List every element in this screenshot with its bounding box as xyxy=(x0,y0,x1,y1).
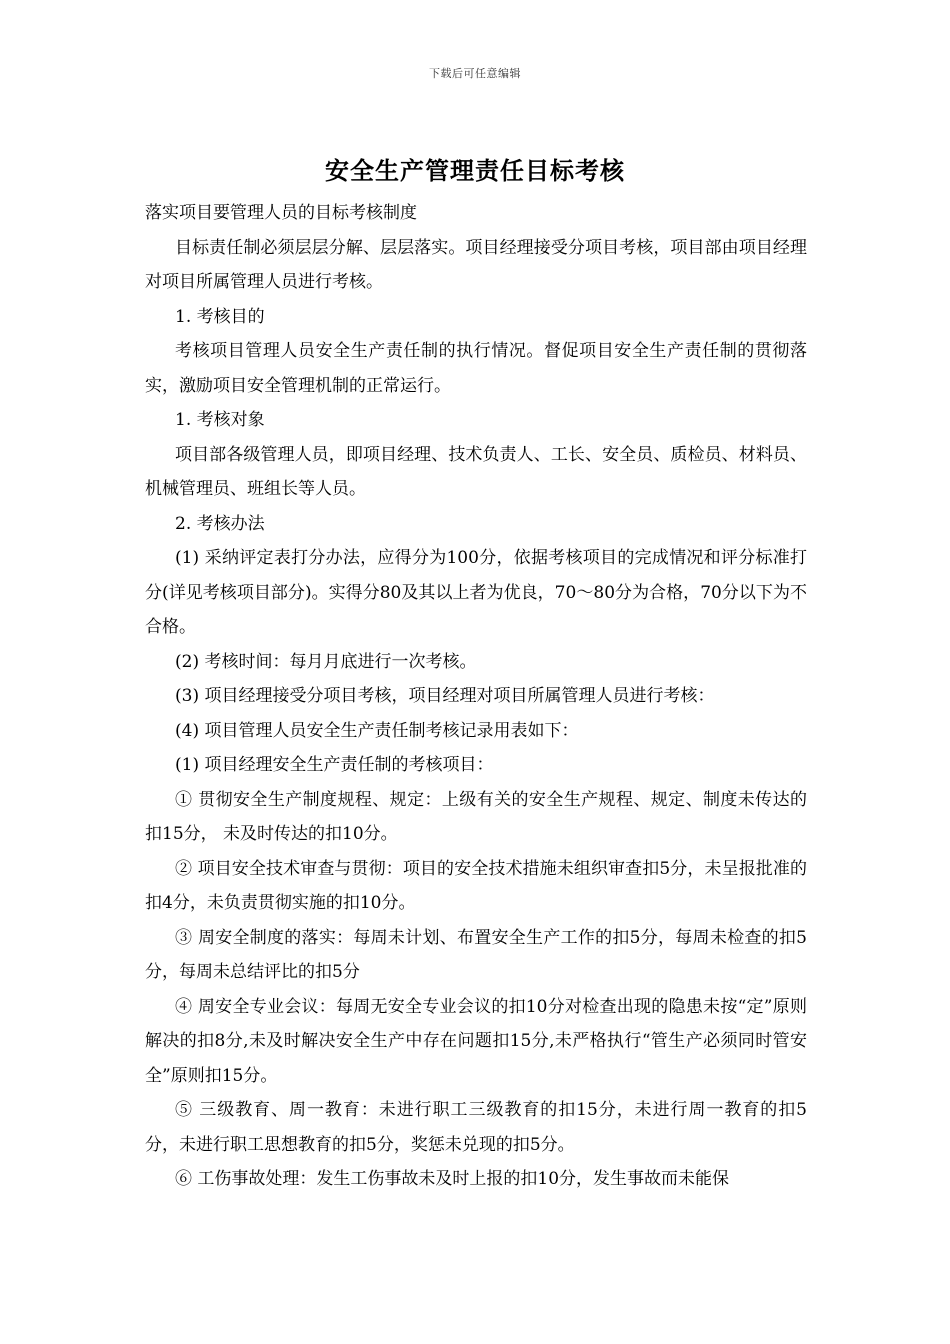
section-heading: 1. 考核目的 xyxy=(175,306,265,327)
paragraph: 目标责任制必须层层分解、层层落实。项目经理接受分项目考核，项目部由项目经理对项目所属管理人员进行考核。 xyxy=(145,237,807,292)
list-item: ① 贯彻安全生产制度规程、规定：上级有关的安全生产规程、规定、制度未传达的扣15分， 未及时传达的扣10分。 xyxy=(145,789,807,844)
list-item: (3) 项目经理接受分项目考核，项目经理对项目所属管理人员进行考核： xyxy=(175,686,715,706)
list-item: ② 项目安全技术审查与贯彻：项目的安全技术措施未组织审查扣5分，未呈报批准的扣4分，未负责贯彻实施的扣10分。 xyxy=(145,858,807,913)
list-item: ⑥ 工伤事故处理：发生工伤事故未及时上报的扣10分，发生事故而未能保 xyxy=(175,1169,730,1189)
subtitle-line: 落实项目要管理人员的目标考核制度 xyxy=(145,203,417,223)
paragraph: 考核项目管理人员安全生产责任制的执行情况。督促项目安全生产责任制的贯彻落实，激励项目安全管理机制的正常运行。 xyxy=(145,341,807,396)
document-body xyxy=(145,196,807,1197)
list-item: ④ 周安全专业会议：每周无安全专业会议的扣10分对检查出现的隐患未按“定”原则解决的扣8分,未及时解决安全生产中存在问题扣15分,未严格执行“管生产必须同时管安全”原则扣15分。 xyxy=(145,996,807,1086)
list-item: ⑤ 三级教育、周一教育：未进行职工三级教育的扣15分，未进行周一教育的扣5分，未进行职工思想教育的扣5分，奖惩未兑现的扣5分。 xyxy=(145,1100,807,1155)
list-item: (4) 项目管理人员安全生产责任制考核记录用表如下： xyxy=(175,720,579,741)
document-title: 安全生产管理责任目标考核 xyxy=(325,156,625,185)
list-item: (2) 考核时间：每月月底进行一次考核。 xyxy=(175,651,477,672)
paragraph: 项目部各级管理人员，即项目经理、技术负责人、工长、安全员、质检员、材料员、机械管理员、班组长等人员。 xyxy=(145,444,807,499)
section-heading: 2. 考核办法 xyxy=(175,513,265,534)
section-heading: 1. 考核对象 xyxy=(175,410,265,430)
list-item: (1) 采纳评定表打分办法，应得分为100分，依据考核项目的完成情况和评分标准打分(详见考核项目部分)。实得分80及其以上者为优良，70～80分为合格，70分以下为不合格。 xyxy=(145,548,807,637)
header-note: 下载后可任意编辑 xyxy=(429,67,521,80)
list-item: (1) 项目经理安全生产责任制的考核项目： xyxy=(175,755,494,775)
list-item: ③ 周安全制度的落实：每周未计划、布置安全生产工作的扣5分，每周未检查的扣5分，每周未总结评比的扣5分 xyxy=(145,927,807,982)
